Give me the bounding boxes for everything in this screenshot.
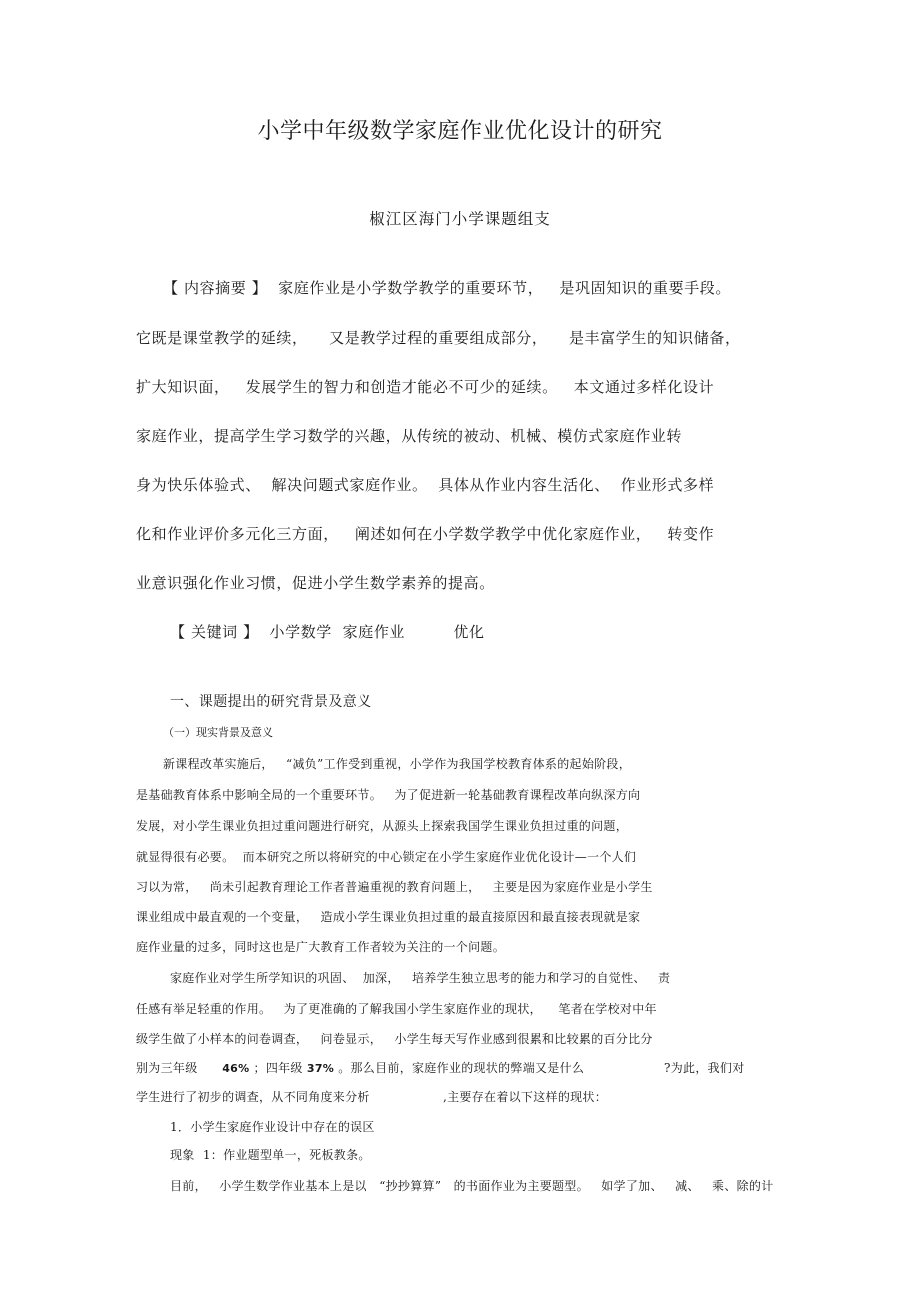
paragraph-line: 家庭作业对学生所学知识的巩固、 加深， 培养学生独立思考的能力和学习的自觉性、 责 [170,971,671,985]
paragraph-line: 习以为常， 尚未引起教育理论工作者普遍重视的教育问题上， 主要是因为家庭作业是小学生 [136,880,653,894]
paragraph-line: 就显得很有必要。 而本研究之所以将研究的中心锁定在小学生家庭作业优化设计—一个人们 [136,850,637,864]
paragraph-line-tail: ?为此，我们对 [664,1061,745,1075]
subsection-heading: （一）现实背景及意义 [163,726,273,739]
grade3-percent: 46% [222,1062,250,1075]
abstract-line: 家庭作业，提高学生学习数学的兴趣，从传统的被动、机械、模仿式家庭作业转 [136,427,683,445]
phenomenon-line: 现象 1：作业题型单一，死板教条。 [170,1148,371,1162]
grade4-percent: 37% [306,1062,335,1075]
paragraph-line: 庭作业量的过多，同时这也是广大教育工作者较为关注的一个问题。 [136,940,506,954]
abstract-label: 【 内容摘要 】 [163,279,268,297]
stat-post: 。那么目前，家庭作业的现状的弊端又是什么 [334,1061,585,1075]
paragraph-line: 学生进行了初步的调查，从不同角度来分析 [136,1090,370,1104]
keywords-text: 小学数学 家庭作业 优化 [269,623,485,641]
stat-prefix: 别为三年级 [136,1061,223,1075]
stat-mid: ；四年级 [249,1061,307,1075]
paragraph-line: 目前， 小学生数学作业基本上是以 “抄抄算算” 的书面作业为主要题型。 如学了加、 减、 乘、除的计 [170,1179,774,1193]
document-title: 小学中年级数学家庭作业优化设计的研究 [257,119,663,144]
abstract-line: 家庭作业是小学数学教学的重要环节， 是巩固知识的重要手段。 [278,279,732,297]
author-line: 椒江区海门小学课题组支 [369,210,551,228]
paragraph-line: 发展，对小学生课业负担过重问题进行研究，从源头上探索我国学生课业负担过重的问题， [136,819,629,833]
abstract-line: 它既是课堂教学的延续， 又是教学过程的重要组成部分， 是丰富学生的知识储备， [136,329,741,347]
paragraph-line: 级学生做了小样本的问卷调查， 问卷显示， 小学生每天写作业感到很累和比较累的百分比分 [136,1032,653,1046]
paragraph-line: 任感有举足轻重的作用。 为了更准确的了解我国小学生家庭作业的现状， 笔者在学校对中年 [136,1002,657,1016]
abstract-line: 化和作业评价多元化三方面， 阐述如何在小学数学教学中优化家庭作业， 转变作 [136,525,715,543]
paragraph-line-stats [136,1062,584,1074]
abstract-line: 业意识强化作业习惯，促进小学生数学素养的提高。 [136,574,495,592]
abstract-line: 身为快乐体验式、 解决问题式家庭作业。 具体从作业内容生活化、 作业形式多样 [136,476,715,494]
keywords-label: 【 关键词 】 [170,623,259,641]
section-heading: 一、课题提出的研究背景及意义 [170,694,372,710]
abstract-first-line [163,281,731,296]
abstract-line: 扩大知识面， 发展学生的智力和创造才能必不可少的延续。 本文通过多样化设计 [136,378,715,396]
keywords-line [170,625,485,640]
list-item-heading: 1．小学生家庭作业设计中存在的误区 [170,1120,375,1134]
paragraph-line: 是基础教育体系中影响全局的一个重要环节。 为了促进新一轮基础教育课程改革向纵深方向 [136,788,641,802]
paragraph-line: 新课程改革实施后， “减负”工作受到重视，小学作为我国学校教育体系的起始阶段， [163,757,632,771]
paragraph-line-tail: ,主要存在着以下这样的现状： [443,1090,608,1104]
paragraph-line: 课业组成中最直观的一个变量， 造成小学生课业负担过重的最直接原因和最直接表现就是家 [136,910,641,924]
